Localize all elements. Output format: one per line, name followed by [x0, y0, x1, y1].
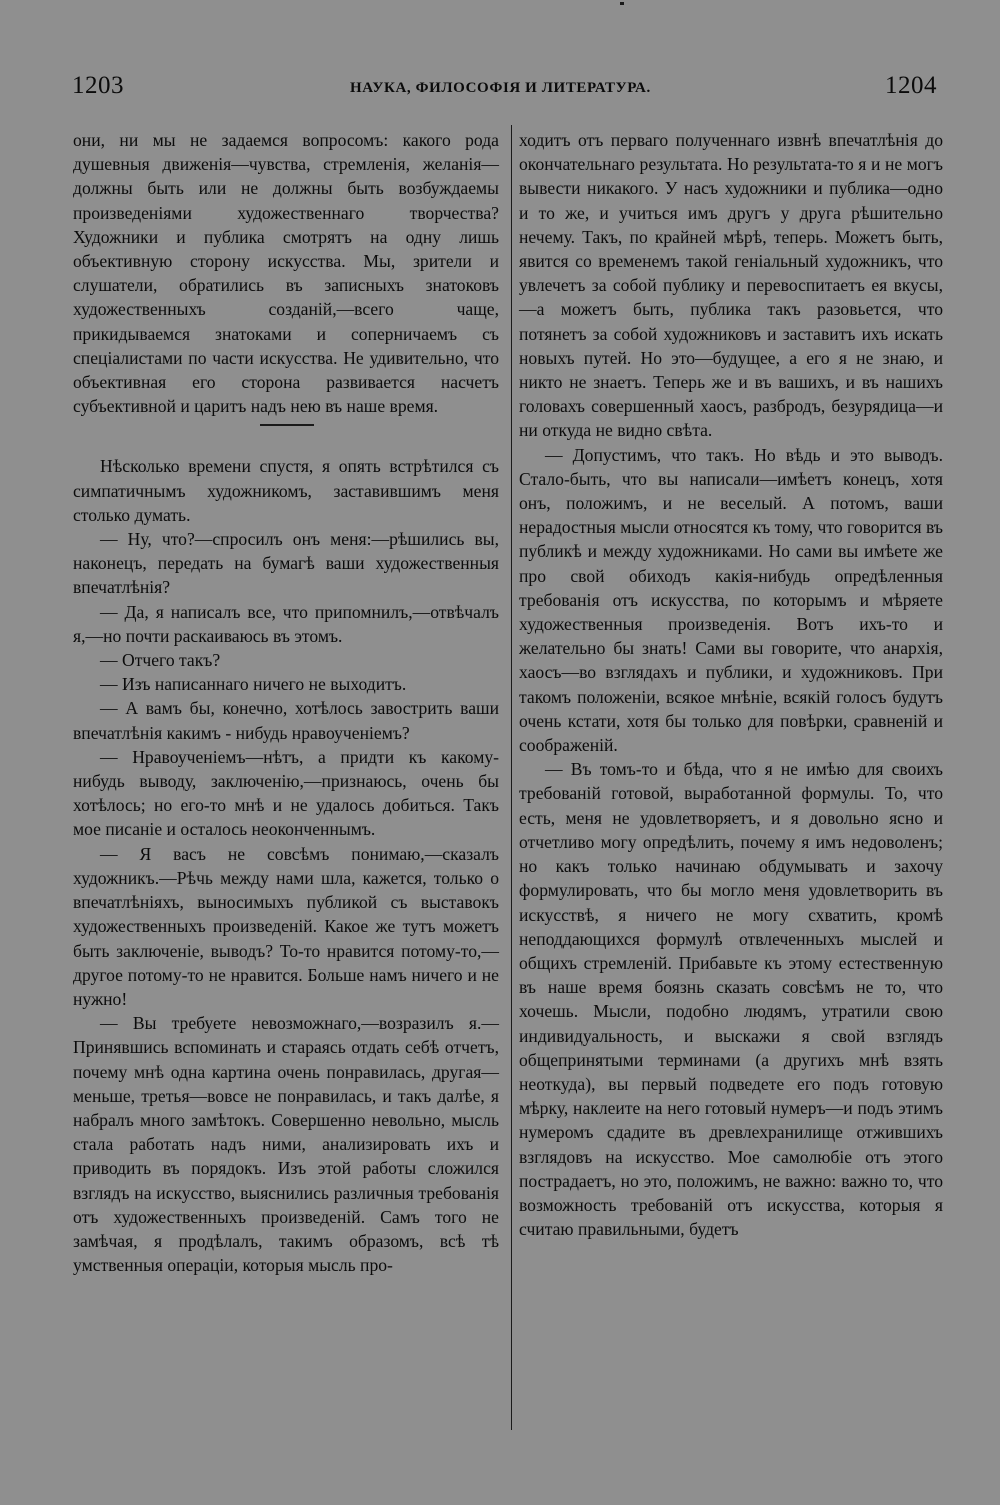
- paragraph: — А вамъ бы, конечно, хотѣлось завострить ваши впечатлѣнія какимъ - нибудь нравоученіемъ?: [73, 698, 499, 743]
- paragraph: — Отчего такъ?: [100, 650, 221, 671]
- column-divider: [511, 125, 512, 1430]
- paragraph: — Нравоученіемъ—нѣтъ, а придти къ какому-нибудь выводу, заключенію,—признаюсь, очень бы хотѣлось; но его-то мнѣ и не удалось добиться. Такъ мое писаніе и осталось неоконченнымъ.: [73, 746, 499, 840]
- right-page-number: 1204: [885, 72, 937, 99]
- paragraph: — Въ томъ-то и бѣда, что я не имѣю для своихъ требованій готовой, выработанной формулы. То, что есть, меня не удовлетворяетъ, и я довольно ясно и отчетливо могу опредѣлить, почему я имъ недоволенъ; но какъ только начинаю обдумывать и захочу формулировать, что бы могло меня удовлетворить въ искусствѣ, я ничего не могу схватить, кромѣ неподдающихся формулѣ отвлеченныхъ мыслей и общихъ стремленій. Прибавьте къ этому естественную въ наше время боязнь сказать совсѣмъ не то, что хочешь. Мысли, подобно людямъ, утратили свою индивидуальность, и выскажи я свой взглядъ общепринятыми терминами (а другихъ мнѣ взять неоткуда), вы первый подведете его подъ готовую мѣрку, наклеите на него готовый нумеръ—и подъ этимъ нумеромъ сдадите въ древлехранилище отжившихъ взглядовъ на искусство. Мое самолюбіе отъ этого пострадаетъ, но это, положимъ, не важно: важно то, что возможность требованій отъ искусства, которыя я считаю правильными, будетъ: [519, 759, 943, 1240]
- paragraph: они, ни мы не задаемся вопросомъ: какого рода душевныя движенія—чувства, стремленія, желанія—должны быть или не должны быть возбуждаемы произведеніями художественнаго творчества? Художники и публика смотрятъ на одну лишь объективную сторону искусства. Мы, зрители и слушатели, обратились въ записныхъ знатоковъ художественныхъ созданій,—всего чаще, прикидываемся знатоками и соперничаемъ съ спеціалистами по части искусства. Не удивительно, что объективная его сторона развивается насчетъ субъективной и царитъ надъ нею въ наше время.: [73, 130, 499, 417]
- running-title: НАУКА, ФИЛОСОФІЯ И ЛИТЕРАТУРА.: [350, 80, 651, 96]
- paragraph: ходитъ отъ перваго полученнаго извнѣ впечатлѣнія до окончательнаго результата. Но результата-то я и не могъ вывести никакого. У насъ художники и публика—одно и то же, и учиться имъ другъ у друга рѣшительно нечему. Такъ, по крайней мѣрѣ, теперь. Можетъ быть, явится со временемъ такой геніальный художникъ, что увлечетъ за собой публику и перевоспитаетъ ея вкусы,—а можетъ быть, публика такъ разовьется, что потянетъ за собой художниковъ и заставитъ ихъ искать новыхъ путей. Но это—будущее, а его я не знаю, и никто не знаетъ. Теперь же и въ вашихъ, и въ нашихъ головахъ совершенный хаосъ, разбродъ, безурядица—и ни откуда не видно свѣта.: [519, 130, 943, 441]
- paragraph: — Я васъ не совсѣмъ понимаю,—сказалъ художникъ.—Рѣчь между нами шла, кажется, только о впечатлѣніяхъ, выносимыхъ публикой съ выставокъ художественныхъ произведеній. Какое же тутъ можетъ быть заключеніе, выводъ? То-то нравится потому-то,—другое потому-то не нравится. Больше намъ ничего и не нужно!: [73, 843, 499, 1009]
- paragraph: — Да, я написалъ все, что припомнилъ,—отвѣчалъ я,—но почти раскаиваюсь въ этомъ.: [73, 601, 499, 646]
- left-page-number: 1203: [72, 72, 124, 99]
- right-column: [519, 128, 943, 1241]
- paragraph: — Допустимъ, что такъ. Но вѣдь и это выводъ. Стало-быть, что вы написали—имѣетъ конецъ, хотя онъ, положимъ, и не веселый. А потомъ, ваши нерадостныя мысли относятся къ тому, что говорится въ публикѣ и между художниками. Но сами вы имѣете же про свой обиходъ какія-нибудь опредѣленныя требованія отъ искусства, по которымъ и мѣряете художественныя произведенія. Вотъ ихъ-то и желательно бы знать! Сами вы говорите, что анархія, хаосъ—во взглядахъ и публики, и художниковъ. При такомъ положеніи, всякое мнѣніе, всякій голосъ будутъ очень кстати, хотя бы только для повѣрки, сравненій и соображеній.: [519, 444, 943, 756]
- paragraph: Нѣсколько времени спустя, я опять встрѣтился съ симпатичнымъ художникомъ, заставившимъ меня столько думать.: [73, 456, 499, 525]
- paragraph: — Ну, что?—спросилъ онъ меня:—рѣшились вы, наконецъ, передать на бумагѣ ваши художественныя впечатлѣнія?: [73, 529, 499, 598]
- paragraph: — Изъ написаннаго ничего не выходитъ.: [100, 674, 407, 695]
- left-column: [73, 128, 499, 1277]
- print-mark: [620, 2, 624, 5]
- paragraph: — Вы требуете невозможнаго,—возразилъ я.—Принявшись вспоминать и стараясь отдать себѣ отчетъ, почему мнѣ одна картина очень понравилась, другая—меньше, третья—вовсе не понравилась, и такъ далѣе, я набралъ много замѣтокъ. Совершенно невольно, мысль стала работать надъ ними, анализировать ихъ и приводить въ порядокъ. Изъ этой работы сложился взглядъ на искусство, выяснились различныя требованія отъ художественныхъ произведеній. Самъ того не замѣчая, я продѣлалъ, такимъ образомъ, всѣ тѣ умственныя операціи, которыя мысль про-: [73, 1013, 499, 1276]
